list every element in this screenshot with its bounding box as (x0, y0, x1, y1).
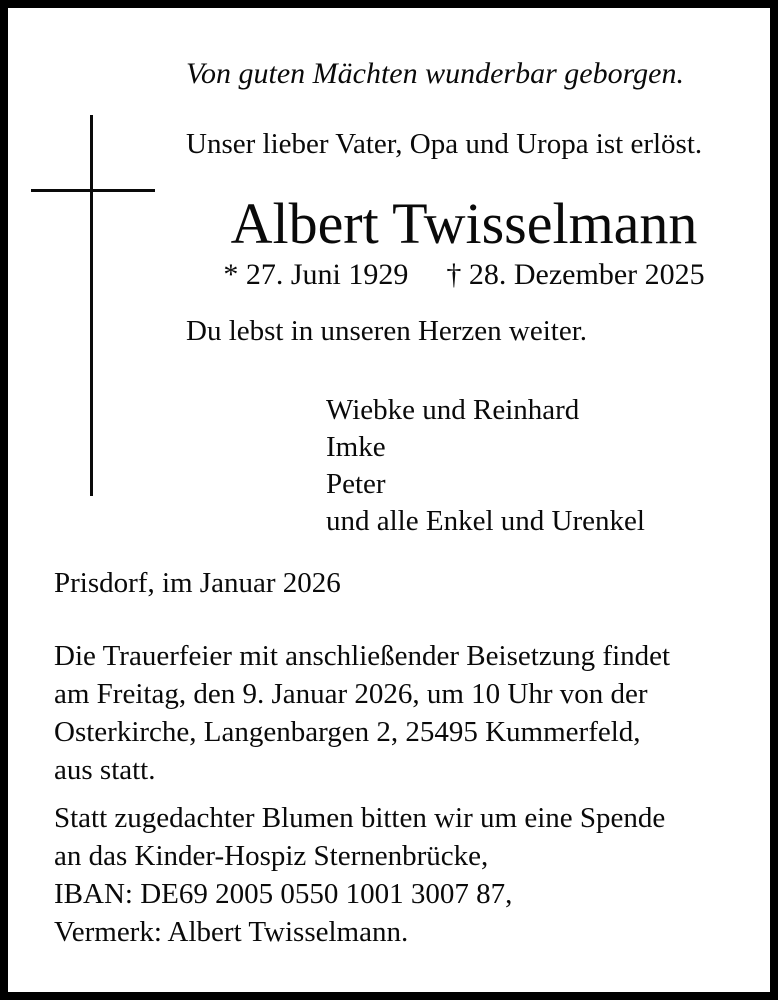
donation-line: Vermerk: Albert Twisselmann. (54, 916, 409, 948)
donation-info-paragraph (54, 799, 665, 951)
mourners-list (326, 392, 645, 540)
mourner-item: Peter (326, 468, 386, 500)
mourner-item: Wiebke und Reinhard (326, 394, 580, 426)
intro-line: Unser lieber Vater, Opa und Uropa ist erlöst. (186, 128, 703, 160)
farewell-line: Du lebst in unseren Herzen weiter. (186, 315, 588, 347)
mourner-item: Imke (326, 431, 386, 463)
mourner-item: und alle Enkel und Urenkel (326, 505, 645, 537)
cross-vertical-bar (90, 115, 93, 496)
funeral-line: aus statt. (54, 754, 156, 786)
donation-line: an das Kinder-Hospiz Sternenbrücke, (54, 840, 489, 872)
donation-line: Statt zugedachter Blumen bitten wir um eine Spende (54, 802, 666, 834)
funeral-info-paragraph (54, 637, 670, 789)
funeral-line: Die Trauerfeier mit anschließender Beisetzung findet (54, 640, 671, 672)
funeral-line: am Freitag, den 9. Januar 2026, um 10 Uhr von der (54, 678, 648, 710)
cross-horizontal-bar (31, 189, 155, 192)
donation-line: IBAN: DE69 2005 0550 1001 3007 87, (54, 878, 513, 910)
motto-line: Von guten Mächten wunderbar geborgen. (186, 57, 684, 90)
birth-date: * 27. Juni 1929 (223, 258, 409, 291)
life-dates (180, 258, 748, 292)
place-and-date-line: Prisdorf, im Januar 2026 (54, 567, 341, 599)
death-date: † 28. Dezember 2025 (446, 258, 705, 291)
deceased-name: Albert Twisselmann (230, 191, 698, 256)
funeral-line: Osterkirche, Langenbargen 2, 25495 Kummerfeld, (54, 716, 641, 748)
